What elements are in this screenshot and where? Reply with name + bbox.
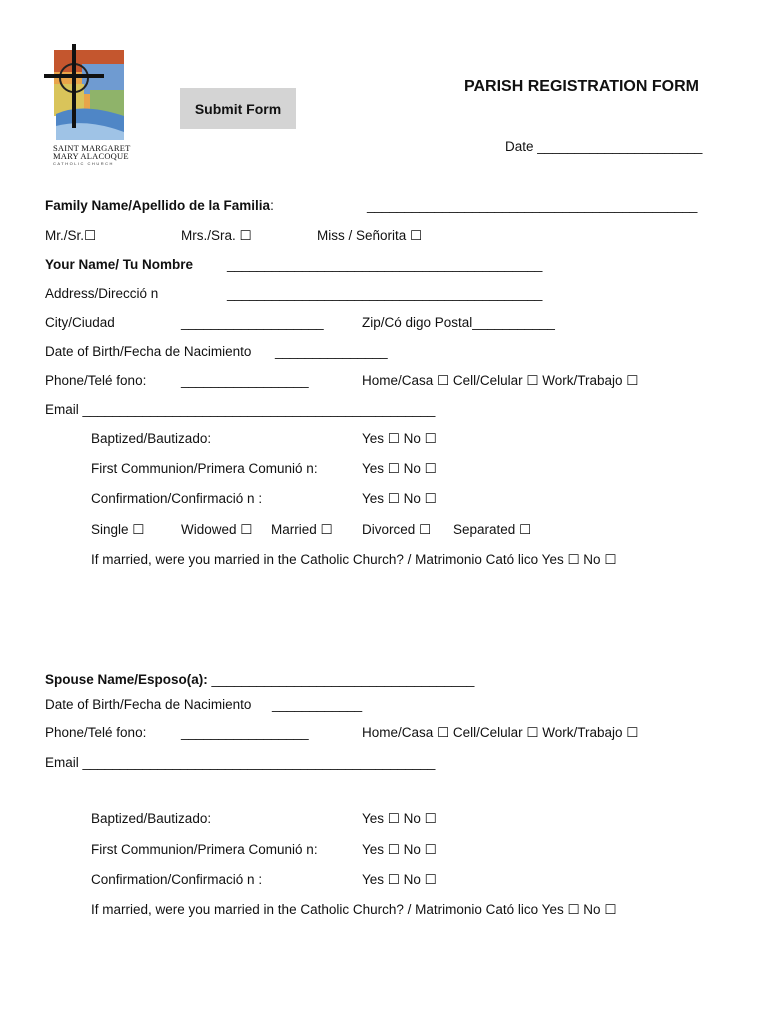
spouse-phone-type-checkboxes[interactable]: Home/Casa ☐ Cell/Celular ☐ Work/Trabajo ☐ [362,725,639,740]
spouse-name-row[interactable] [45,672,474,688]
spouse-name-label: Spouse Name/Esposo(a): [45,672,208,687]
spouse-dob-field[interactable]: ____________ [272,697,363,712]
status-married-checkbox[interactable]: Married ☐ [271,522,333,537]
spouse-phone-label: Phone/Telé fono: [45,725,147,740]
your-name-label: Your Name/ Tu Nombre [45,257,194,272]
baptized-checkboxes[interactable]: Yes ☐ No ☐ [362,431,437,446]
spouse-confirmation-label: Confirmation/Confirmació n : [91,872,263,887]
page-title: PARISH REGISTRATION FORM [464,78,699,95]
title-mrs-checkbox[interactable]: Mrs./Sra. ☐ [181,228,252,243]
communion-checkboxes[interactable]: Yes ☐ No ☐ [362,461,437,476]
dob-label: Date of Birth/Fecha de Nacimiento [45,344,252,359]
communion-label: First Communion/Primera Comunió n: [91,461,318,476]
confirmation-label: Confirmation/Confirmació n : [91,491,263,506]
spouse-dob-label: Date of Birth/Fecha de Nacimiento [45,697,252,712]
status-single-checkbox[interactable]: Single ☐ [91,522,145,537]
spouse-confirmation-checkboxes[interactable]: Yes ☐ No ☐ [362,872,437,887]
spouse-married-church-question[interactable]: If married, were you married in the Catholic Church? / Matrimonio Cató lico Yes ☐ No ☐ [91,902,617,917]
spouse-communion-label: First Communion/Primera Comunió n: [91,842,318,857]
family-name-field[interactable]: ____________________________________________ [367,198,698,213]
phone-type-checkboxes[interactable]: Home/Casa ☐ Cell/Celular ☐ Work/Trabajo ☐ [362,373,639,388]
logo-line-1: SAINT MARGARET [53,143,131,153]
address-label: Address/Direcció n [45,286,159,301]
logo-line-3: CATHOLIC CHURCH [53,161,114,166]
title-mr-checkbox[interactable]: Mr./Sr.☐ [45,228,97,243]
spouse-baptized-label: Baptized/Bautizado: [91,811,212,826]
spouse-email-field[interactable]: Email _______________________________________________ [45,755,436,770]
married-church-question[interactable]: If married, were you married in the Catholic Church? / Matrimonio Cató lico Yes ☐ No ☐ [91,552,617,567]
phone-label: Phone/Telé fono: [45,373,147,388]
baptized-label: Baptized/Bautizado: [91,431,212,446]
phone-field[interactable]: _________________ [181,373,309,388]
city-label: City/Ciudad [45,315,115,330]
dob-field[interactable]: _______________ [275,344,388,359]
zip-field[interactable]: Zip/Có digo Postal___________ [362,315,555,330]
your-name-field[interactable]: __________________________________________ [227,257,543,272]
title-miss-checkbox[interactable]: Miss / Señorita ☐ [317,228,423,243]
status-separated-checkbox[interactable]: Separated ☐ [453,522,532,537]
spouse-communion-checkboxes[interactable]: Yes ☐ No ☐ [362,842,437,857]
family-name-label: Family Name/Apellido de la Familia: [45,198,274,213]
spouse-baptized-checkboxes[interactable]: Yes ☐ No ☐ [362,811,437,826]
spouse-phone-field[interactable]: _________________ [181,725,309,740]
spouse-name-field[interactable]: ___________________________________ [207,672,475,687]
status-divorced-checkbox[interactable]: Divorced ☐ [362,522,432,537]
status-widowed-checkbox[interactable]: Widowed ☐ [181,522,253,537]
email-field[interactable]: Email _______________________________________________ [45,402,436,417]
address-field[interactable]: __________________________________________ [227,286,543,301]
confirmation-checkboxes[interactable]: Yes ☐ No ☐ [362,491,437,506]
date-field[interactable]: Date ______________________ [505,139,703,154]
city-field[interactable]: ___________________ [181,315,324,330]
submit-form-button[interactable]: Submit Form [180,88,296,129]
logo-line-2: MARY ALACOQUE [53,151,129,161]
